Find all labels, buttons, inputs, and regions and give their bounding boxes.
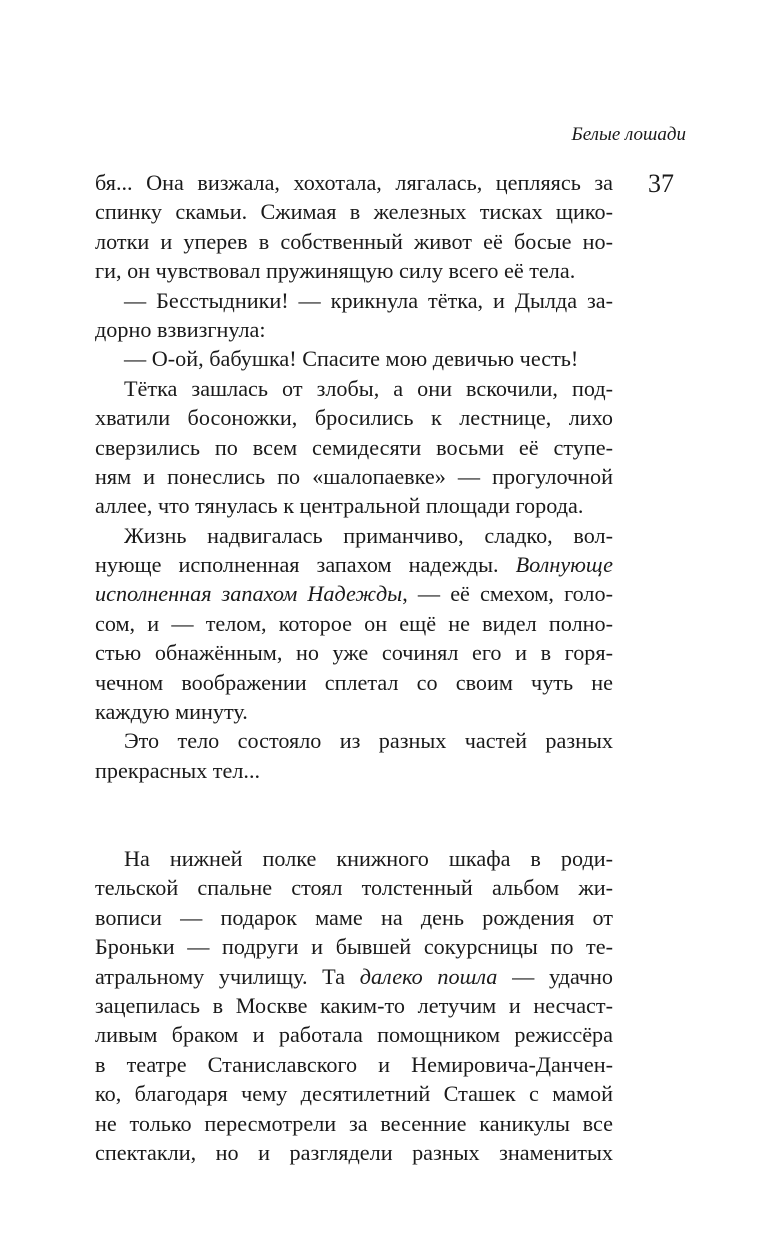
section-break <box>95 785 613 844</box>
text-line: не только пересмотрели за весенние каникулы все <box>95 1110 613 1136</box>
text-line: Это тело состояло из разных частей разных <box>124 728 613 754</box>
text-segment: , — её смехом, голо- <box>402 581 613 607</box>
text-line: бя... Она визжала, хохотала, лягалась, цепляясь за <box>95 170 613 195</box>
text-line: чечном воображении сплетал со своим чуть не <box>95 669 613 695</box>
page-number: 37 <box>648 169 674 198</box>
running-head: Белые лошади <box>571 124 686 145</box>
text-line: Броньки — подруги и бывшей сокурсницы по те- <box>95 934 613 960</box>
text-line: сверзились по всем семидесяти восьми её ступе- <box>95 434 613 460</box>
text-line: тельской спальне стоял толстенный альбом жи- <box>95 875 613 901</box>
text-line: сом, и — телом, которое он ещё не видел полно- <box>95 610 613 636</box>
text-line: — Бесстыдники! — крикнула тётка, и Дылда за- <box>124 287 613 313</box>
text-line: зацепилась в Москве каким-то летучим и несчаст- <box>95 992 613 1018</box>
italic-text: Волнующе <box>515 552 613 578</box>
text-line: ням и понеслись по «шалопаевке» — прогулочной <box>95 463 613 489</box>
text-line: ливым браком и работала помощником режиссёра <box>95 1022 613 1048</box>
text-line: вописи — подарок маме на день рождения от <box>95 904 613 930</box>
text-line <box>95 550 613 579</box>
text-line: дорно взвизгнула: <box>95 316 266 342</box>
text-line: На нижней полке книжного шкафа в роди- <box>124 846 613 871</box>
italic-text: исполненная запахом Надежды <box>95 581 403 607</box>
text-segment: — удачно <box>512 963 613 989</box>
text-line: ги, он чувствовал пружинящую силу всего её тела. <box>95 258 576 284</box>
text-segment: нующе исполненная запахом надежды. <box>95 552 499 578</box>
text-line: Тётка зашлась от злобы, а они вскочили, под- <box>124 375 613 401</box>
text-segment: атральному училищу. Та <box>95 963 346 989</box>
text-line: хватили босоножки, бросились к лестнице, лихо <box>95 405 613 431</box>
text-line: — О-ой, бабушка! Спасите мою девичью честь! <box>124 346 579 372</box>
text-line: спектакли, но и разглядели разных знаменитых <box>95 1139 613 1165</box>
text-line: Жизнь надвигалась приманчиво, сладко, вол- <box>124 522 613 548</box>
text-line: ко, благодаря чему десятилетний Сташек с мамой <box>95 1081 613 1107</box>
text-line: стью обнажённым, но уже сочинял его и в горя- <box>95 640 613 666</box>
text-line <box>95 962 613 991</box>
italic-text: далеко пошла <box>359 963 498 989</box>
text-line: лотки и уперев в собственный живот её босые но- <box>95 228 613 254</box>
text-line: аллее, что тянулась к центральной площади города. <box>95 493 584 519</box>
text-line <box>95 579 613 608</box>
text-line: в театре Станиславского и Немировича-Данчен- <box>95 1051 613 1077</box>
text-line: каждую минуту. <box>95 699 248 725</box>
body-text <box>95 168 613 1167</box>
text-line: спинку скамьи. Сжимая в железных тисках щико- <box>95 199 613 225</box>
text-line: прекрасных тел... <box>95 757 261 783</box>
